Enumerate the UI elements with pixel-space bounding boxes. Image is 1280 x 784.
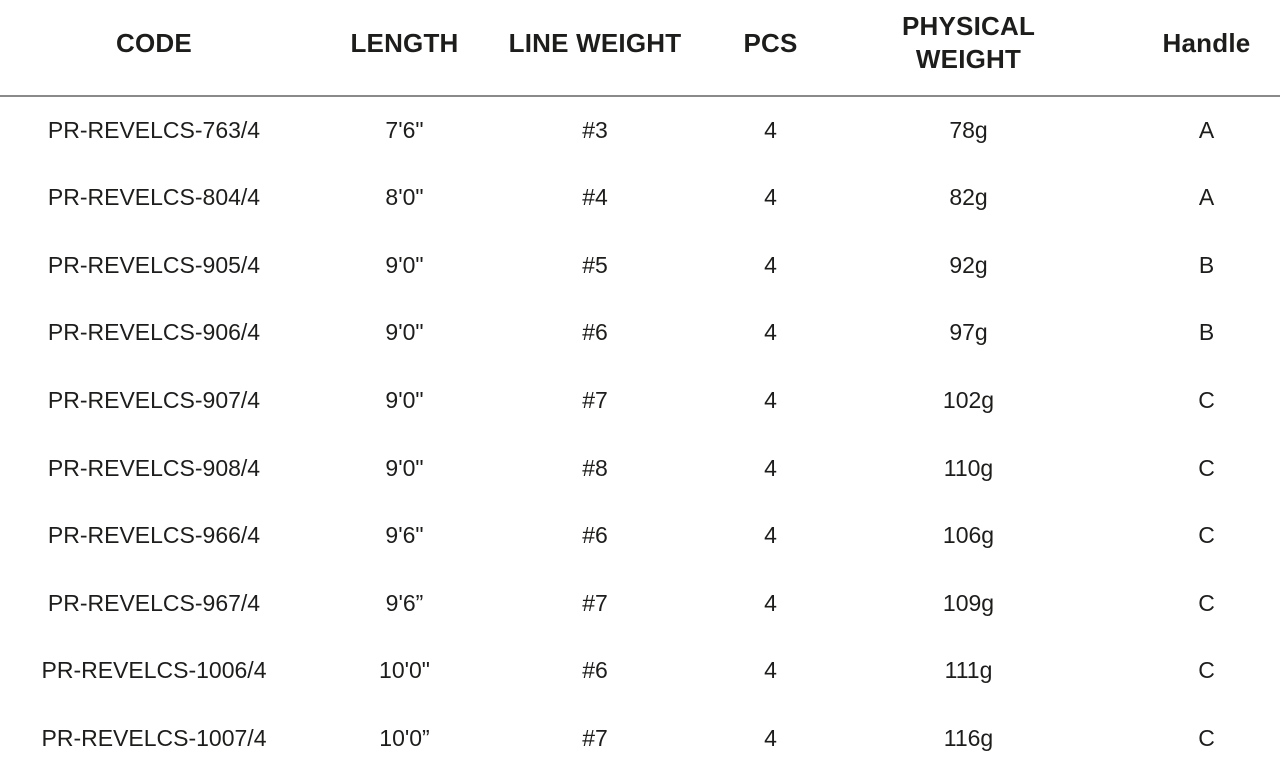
cell-length: 9'0" xyxy=(385,386,424,413)
column-header-handle: Handle xyxy=(1162,27,1251,58)
cell-pcs: 4 xyxy=(764,386,777,413)
cell-physical-weight: 78g xyxy=(949,116,988,143)
cell-code: PR-REVELCS-804/4 xyxy=(47,184,261,211)
cell-handle: C xyxy=(1198,657,1215,684)
cell-handle: A xyxy=(1198,184,1215,211)
cell-pcs: 4 xyxy=(764,251,777,278)
cell-physical-weight: 97g xyxy=(949,319,988,346)
column-header-length: LENGTH xyxy=(350,27,459,58)
cell-length: 10'0” xyxy=(379,724,430,751)
cell-physical-weight: 110g xyxy=(943,454,994,481)
cell-line-weight: #7 xyxy=(582,386,608,413)
cell-line-weight: #7 xyxy=(582,589,608,616)
cell-pcs: 4 xyxy=(764,319,777,346)
column-header-code: CODE xyxy=(116,27,192,58)
cell-physical-weight: 116g xyxy=(943,724,994,751)
cell-length: 10'0" xyxy=(379,657,430,684)
table-body xyxy=(0,96,1280,773)
cell-handle: C xyxy=(1198,454,1215,481)
cell-handle: C xyxy=(1198,386,1215,413)
cell-physical-weight: 111g xyxy=(944,657,993,684)
table-row xyxy=(0,96,1280,165)
cell-line-weight: #5 xyxy=(582,251,608,278)
table-row xyxy=(0,705,1280,773)
cell-pcs: 4 xyxy=(764,522,777,549)
cell-length: 9'6” xyxy=(385,589,424,616)
cell-code: PR-REVELCS-763/4 xyxy=(47,116,261,143)
table-row xyxy=(0,299,1280,367)
cell-pcs: 4 xyxy=(764,184,777,211)
cell-handle: C xyxy=(1198,522,1215,549)
cell-line-weight: #7 xyxy=(582,724,608,751)
cell-line-weight: #8 xyxy=(582,454,608,481)
cell-line-weight: #3 xyxy=(582,116,608,143)
cell-pcs: 4 xyxy=(764,657,777,684)
table-row xyxy=(0,367,1280,435)
cell-handle: C xyxy=(1198,589,1215,616)
cell-length: 9'0" xyxy=(385,251,424,278)
cell-physical-weight: 92g xyxy=(949,251,988,278)
cell-length: 9'6" xyxy=(385,522,424,549)
table-header xyxy=(0,0,1280,96)
cell-length: 7'6" xyxy=(385,116,424,143)
cell-line-weight: #4 xyxy=(582,184,608,211)
table-row xyxy=(0,637,1280,705)
cell-code: PR-REVELCS-1007/4 xyxy=(41,724,267,751)
cell-length: 8'0" xyxy=(385,184,424,211)
cell-line-weight: #6 xyxy=(582,522,608,549)
cell-physical-weight: 109g xyxy=(942,589,995,616)
cell-length: 9'0" xyxy=(385,454,424,481)
cell-handle: B xyxy=(1198,319,1215,346)
cell-handle: A xyxy=(1198,116,1215,143)
cell-code: PR-REVELCS-905/4 xyxy=(47,251,261,278)
column-header-pcs: PCS xyxy=(743,27,798,58)
table-row xyxy=(0,435,1280,503)
cell-line-weight: #6 xyxy=(582,319,608,346)
cell-physical-weight: 82g xyxy=(949,184,988,211)
cell-code: PR-REVELCS-1006/4 xyxy=(41,657,267,684)
cell-handle: B xyxy=(1198,251,1215,278)
cell-length: 9'0" xyxy=(385,319,424,346)
cell-code: PR-REVELCS-967/4 xyxy=(47,589,261,616)
cell-pcs: 4 xyxy=(764,116,777,143)
cell-code: PR-REVELCS-908/4 xyxy=(47,454,261,481)
cell-pcs: 4 xyxy=(764,724,777,751)
column-header-line-weight: LINE WEIGHT xyxy=(508,27,682,58)
table-header-row xyxy=(0,0,1280,96)
cell-handle: C xyxy=(1198,724,1215,751)
table-row xyxy=(0,232,1280,300)
cell-code: PR-REVELCS-906/4 xyxy=(47,319,261,346)
cell-pcs: 4 xyxy=(764,589,777,616)
cell-physical-weight: 102g xyxy=(942,386,995,413)
table-row xyxy=(0,502,1280,570)
cell-physical-weight: 106g xyxy=(942,522,995,549)
column-header-physical-weight: PHYSICAL WEIGHT xyxy=(901,11,1036,75)
cell-code: PR-REVELCS-907/4 xyxy=(47,386,261,413)
table-row xyxy=(0,570,1280,638)
table-row xyxy=(0,164,1280,232)
cell-line-weight: #6 xyxy=(582,657,608,684)
cell-pcs: 4 xyxy=(764,454,777,481)
cell-code: PR-REVELCS-966/4 xyxy=(47,522,261,549)
